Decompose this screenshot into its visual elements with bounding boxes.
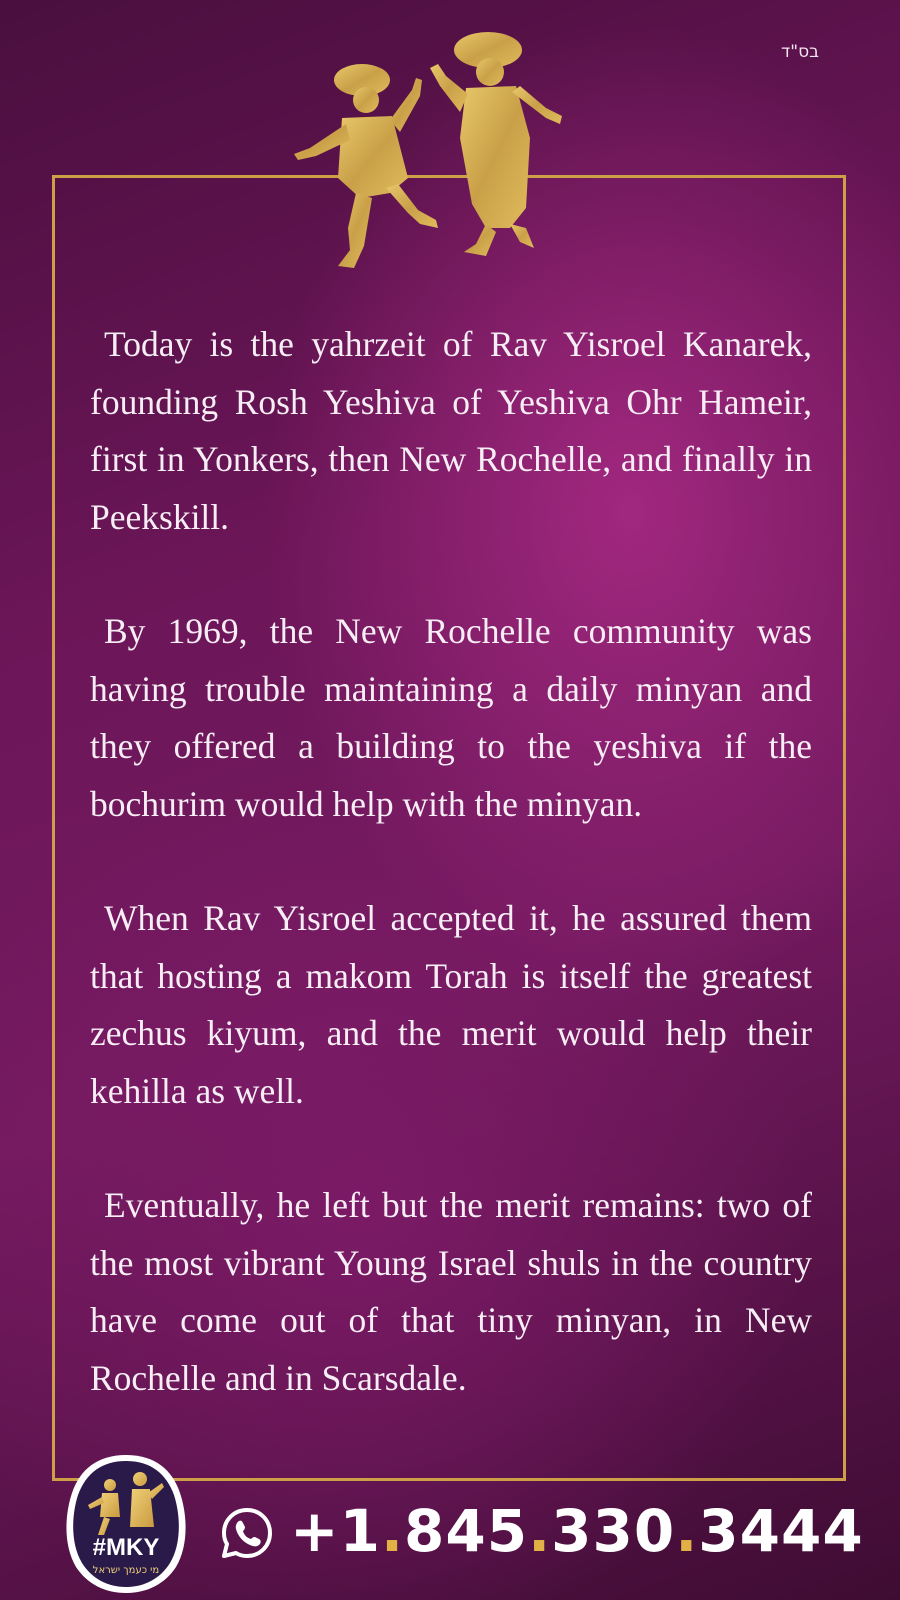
paragraph-4: Eventually, he left but the merit remains: two of the most vibrant Young Israel shuls in the country have come out of that tiny minyan, in New Rochelle and in Scarsdale. bbox=[90, 1185, 812, 1398]
phone-part-3: 330 bbox=[551, 1497, 676, 1565]
article-text bbox=[90, 316, 812, 1464]
phone-part-4: 3444 bbox=[698, 1497, 864, 1565]
paragraph-1: Today is the yahrzeit of Rav Yisroel Kanarek, founding Rosh Yeshiva of Yeshiva Ohr Hameir, first in Yonkers, then New Rochelle, and finally in Peekskill. bbox=[90, 324, 812, 537]
phone-dot-3: . bbox=[675, 1497, 699, 1565]
phone-number bbox=[290, 1496, 864, 1566]
mky-logo bbox=[58, 1451, 194, 1595]
hebrew-stamp: בס"ד bbox=[781, 42, 819, 62]
logo-subtext: מי כעמך ישראל bbox=[92, 1565, 160, 1576]
paragraph-2: By 1969, the New Rochelle community was having trouble maintaining a daily minyan and they offered a building to the yeshiva if the bochurim would help with the minyan. bbox=[90, 611, 812, 824]
paragraph-3: When Rav Yisroel accepted it, he assured them that hosting a makom Torah is itself the greatest zechus kiyum, and the merit would help their kehilla as well. bbox=[90, 898, 812, 1111]
phone-part-1: +1 bbox=[290, 1497, 381, 1565]
logo-text: #MKY bbox=[92, 1534, 160, 1561]
phone-dot-2: . bbox=[528, 1497, 552, 1565]
whatsapp-icon bbox=[220, 1506, 274, 1560]
phone-part-2: 845 bbox=[404, 1497, 529, 1565]
dancers-illustration bbox=[290, 28, 590, 278]
footer bbox=[0, 1448, 900, 1600]
phone-dot-1: . bbox=[380, 1497, 405, 1565]
